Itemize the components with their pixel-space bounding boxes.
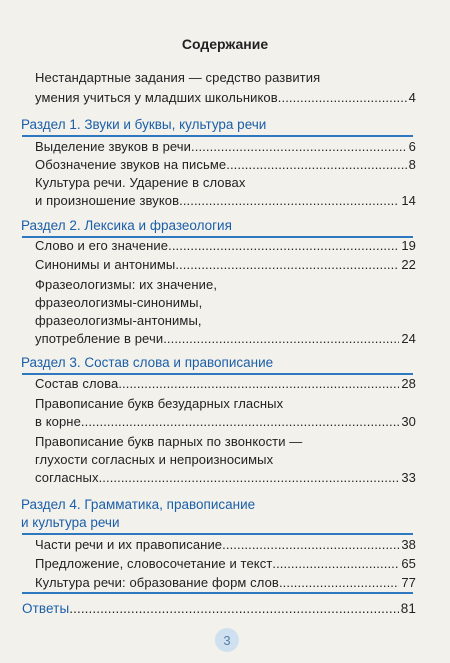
entry-text-line: Правописание букв безударных гласных xyxy=(35,396,284,411)
leader-dots xyxy=(69,601,399,616)
section-2-entries xyxy=(35,238,416,353)
entry-text: и произношение звуков xyxy=(35,193,180,208)
entry-page: 4 xyxy=(408,90,416,105)
leader-dots xyxy=(222,537,399,552)
section-divider xyxy=(22,592,413,594)
entry-text-line: Фразеологизмы: их значение, xyxy=(35,277,218,292)
leader-dots xyxy=(81,414,399,429)
page-title: Содержание xyxy=(181,36,269,52)
entry-text: в корне xyxy=(35,414,81,429)
section-4-title-cont: и культура речи xyxy=(21,515,120,530)
entry-page: 22 xyxy=(401,257,416,272)
page-number: 3 xyxy=(215,628,239,652)
leader-dots xyxy=(226,157,406,172)
toc-entry[interactable] xyxy=(35,556,416,571)
entry-text: умения учиться у младших школьников xyxy=(35,90,278,105)
entry-text: Предложение, словосочетание и текст xyxy=(35,556,273,571)
entry-page: 24 xyxy=(401,331,416,346)
entry-text-line: фразеологизмы-синонимы, xyxy=(35,295,203,310)
leader-dots xyxy=(191,139,407,154)
section-divider xyxy=(22,533,413,535)
entry-text-line: фразеологизмы-антонимы, xyxy=(35,313,202,328)
entry-text: согласных xyxy=(35,470,99,485)
toc-entry[interactable] xyxy=(35,139,416,154)
entry-page: 28 xyxy=(401,376,416,391)
entry-text-line: Нестандартные задания — средство развития xyxy=(35,70,321,85)
answers-entry[interactable] xyxy=(22,601,416,617)
section-4-title: Раздел 4. Грамматика, правописание xyxy=(21,497,256,512)
entry-text: Части речи и их правописание xyxy=(35,537,223,552)
entry-page: 30 xyxy=(401,414,416,429)
section-divider xyxy=(22,135,413,137)
answers-label: Ответы xyxy=(22,601,70,616)
entry-text-line: глухости согласных и непроизносимых xyxy=(35,452,274,467)
section-2-title: Раздел 2. Лексика и фразеология xyxy=(21,218,232,233)
section-3-entries xyxy=(35,376,416,488)
leader-dots xyxy=(118,376,399,391)
entry-page: 6 xyxy=(408,139,416,154)
leader-dots xyxy=(279,575,399,590)
entry-page: 81 xyxy=(400,601,416,616)
leader-dots xyxy=(272,556,399,571)
section-divider xyxy=(22,373,413,375)
toc-entry[interactable] xyxy=(35,257,416,272)
toc-entry[interactable] xyxy=(35,331,416,346)
entry-page: 77 xyxy=(401,575,416,590)
entry-text: Выделение звуков в речи xyxy=(35,139,192,154)
entry-text: Слово и его значение xyxy=(35,238,169,253)
leader-dots xyxy=(99,470,400,485)
leader-dots xyxy=(278,90,407,105)
entry-page: 65 xyxy=(401,556,416,571)
toc-entry[interactable] xyxy=(35,193,416,208)
toc-entry[interactable] xyxy=(35,376,416,391)
entry-page: 33 xyxy=(401,470,416,485)
toc-entry[interactable] xyxy=(35,238,416,253)
entry-page: 14 xyxy=(401,193,416,208)
entry-text-line: Правописание букв парных по звонкости — xyxy=(35,434,303,449)
section-3-title: Раздел 3. Состав слова и правописание xyxy=(21,355,274,370)
toc-entry[interactable] xyxy=(35,537,416,552)
entry-page: 38 xyxy=(401,537,416,552)
entry-text: Состав слова xyxy=(35,376,119,391)
leader-dots xyxy=(175,257,399,272)
entry-text: Культура речи: образование форм слов xyxy=(35,575,279,590)
toc-entry[interactable] xyxy=(35,470,416,485)
entry-page: 19 xyxy=(401,238,416,253)
leader-dots xyxy=(163,331,399,346)
leader-dots xyxy=(179,193,399,208)
toc-entry[interactable] xyxy=(35,414,416,429)
leader-dots xyxy=(168,238,399,253)
entry-text: употребление в речи xyxy=(35,331,164,346)
section-4-entries xyxy=(35,537,416,593)
entry-page: 8 xyxy=(408,157,416,172)
toc-entry[interactable] xyxy=(35,575,416,590)
entry-text: Синонимы и антонимы xyxy=(35,257,176,272)
entry-text: Обозначение звуков на письме xyxy=(35,157,227,172)
section-1-title: Раздел 1. Звуки и буквы, культура речи xyxy=(21,117,267,132)
toc-entry[interactable] xyxy=(35,157,416,172)
section-1-entries xyxy=(35,139,416,209)
entry-text-line: Культура речи. Ударение в словах xyxy=(35,175,246,190)
